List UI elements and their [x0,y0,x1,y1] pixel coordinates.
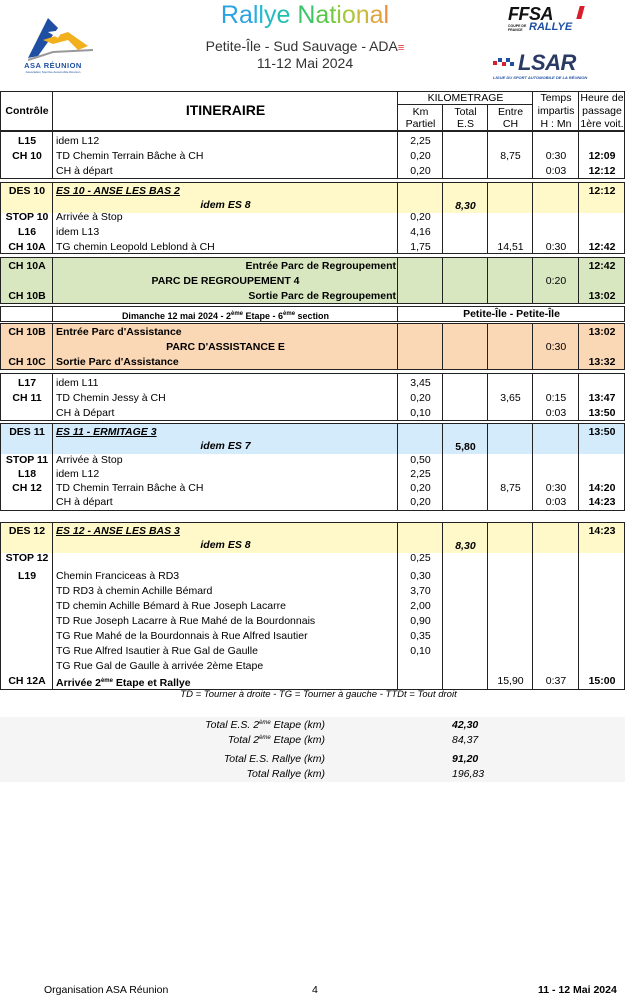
header-total: Total [454,106,477,118]
km-entre-ch: 14,51 [497,241,524,253]
regroup-exit-label: Sortie Parc de Regroupement [248,290,396,302]
km-partiel: 2,25 [410,135,431,147]
itinerary-text: idem L12 [56,135,100,147]
control-code: L19 [17,570,37,582]
section-block-ch10 [0,131,625,179]
header-controle: Contrôle [5,105,49,117]
km-partiel: 0,20 [410,211,431,223]
column-divider [533,523,579,689]
assistance-title: PARC D'ASSISTANCE E [166,341,285,353]
title-letter: e [276,1,291,29]
event-title [160,1,450,30]
total-es: 8,30 [455,200,476,212]
control-code: CH 12A [8,675,46,687]
event-subtitle: Petite-Île - Sud Sauvage - ADA≡ [205,38,405,54]
title-letter: i [336,1,342,29]
header-es: E.S [457,118,474,130]
itinerary-text: Chemin Franciceas à RD3 [56,570,180,582]
heure-passage: 13:02 [588,326,616,338]
temps-imparti: 0:15 [545,392,567,404]
column-divider [488,324,533,369]
control-code: CH 10A [8,241,46,253]
itinerary-text: TG chemin Leopold Leblond à CH [56,241,215,253]
itinerary-text: TD Chemin Terrain Bâche à CH [56,482,204,494]
total-es: 5,80 [455,441,476,453]
page-header [0,0,637,88]
stage-name: ES 12 - ANSE LES BAS 3 [56,525,180,537]
temps-imparti: 0:30 [545,341,567,353]
km-partiel: 0,10 [410,645,431,657]
temps-imparti: 0:30 [545,241,567,253]
footer-page-number: 4 [312,984,318,996]
header-partiel: Partiel [405,118,436,130]
total-value: 42,30 [452,719,479,731]
parc-assistance-block [0,323,625,370]
itinerary-text: TG Rue Mahé de la Bourdonnais à Rue Alfred Isautier [56,630,308,642]
header-entre: Entre [497,106,524,118]
regroup-entry-label: Entrée Parc de Regroupement [245,260,396,272]
heure-passage: 12:12 [588,165,616,177]
column-divider [443,183,488,253]
control-code: DES 11 [9,426,45,438]
header-kilometrage: KILOMETRAGE [427,92,504,104]
stage-name: ES 11 - ERMITAGE 3 [56,426,157,438]
total-label: Total E.S. 2ème Etape (km) [205,719,325,731]
control-code: STOP 11 [5,454,49,466]
itinerary-text: idem L13 [56,226,100,238]
itinerary-text: TD chemin Achille Bémard à Rue Joseph Lacarre [56,600,286,612]
title-letter: a [315,1,330,29]
control-code: L15 [17,135,37,147]
title-letter: l [383,1,390,29]
footer-organisation: Organisation ASA Réunion [44,984,169,996]
control-code: DES 12 [8,525,46,537]
title-letter: n [355,1,370,29]
km-partiel: 0,90 [410,615,431,627]
itinerary-text: CH à départ [56,496,113,508]
stage-reference: idem ES 8 [200,199,251,211]
title-letter: t [329,1,337,29]
ffsa-flag-icon [576,6,584,19]
totals-panel [0,717,625,782]
section-block-ch11 [0,373,625,421]
itinerary-text: TD Chemin Terrain Bâche à CH [56,150,204,162]
header-hmn: H : Mn [540,118,572,130]
parc-regroupement-block [0,257,625,304]
heure-passage: 12:12 [588,185,616,197]
heure-passage: 14:23 [588,525,616,537]
km-partiel: 0,10 [410,407,431,419]
rallye-logo-text: RALLYE [529,21,573,33]
km-partiel: 4,16 [410,226,431,238]
km-partiel: 0,30 [410,570,431,582]
heure-passage: 13:47 [588,392,616,404]
heure-passage: 13:02 [588,290,616,302]
column-divider [443,424,488,510]
title-letter: a [369,1,384,29]
column-divider [398,324,443,369]
itinerary-text: TD Rue Joseph Lacarre à Rue Mahé de la Bourdonnais [56,615,316,627]
itinerary-text: TG Rue Alfred Isautier à Rue Gal de Gaulle [56,645,258,657]
temps-imparti: 0:30 [545,150,567,162]
total-value: 84,37 [452,734,479,746]
km-partiel: 0,20 [410,150,431,162]
lsar-logo-text: LSAR [518,50,576,75]
section-date-label: Dimanche 12 mai 2024 - 2ème Etape - 6ème section [121,311,330,321]
total-label: Total E.S. Rallye (km) [223,753,325,765]
control-code: L16 [17,226,37,238]
lsar-logo-subtext: LIGUE DU SPORT AUTOMOBILE DE LA RÉUNION [493,75,588,80]
title-letter: l [258,1,264,29]
heure-passage: 15:00 [588,675,616,687]
column-divider [1,523,53,689]
itinerary-text: CH à départ [56,165,113,177]
header-impartis: impartis [537,105,575,117]
column-divider [488,258,533,303]
km-partiel: 0,20 [410,392,431,404]
control-code: STOP 12 [5,552,49,564]
column-divider [443,258,488,303]
km-entre-ch: 8,75 [500,482,521,494]
asa-logo-subtext: Association Sportive Automobile Réunion [25,70,81,74]
title-letter: R [220,1,239,29]
ffsa-logo-text: FFSA [508,4,553,24]
total-value: 196,83 [452,768,485,780]
temps-imparti: 0:03 [545,165,567,177]
finish-label: Arrivée 2ème Etape et Rallye [56,677,191,689]
footer-dates: 11 - 12 Mai 2024 [538,984,617,996]
km-entre-ch: 15,90 [497,675,524,687]
temps-imparti: 0:03 [545,496,567,508]
control-code: CH 10 [12,150,42,162]
regroup-title: PARC DE REGROUPEMENT 4 [151,275,300,287]
temps-imparti: 0:20 [545,275,567,287]
control-code: CH 10C [8,356,46,368]
heure-passage: 14:23 [588,496,616,508]
control-code: DES 10 [8,185,46,197]
column-divider [443,324,488,369]
column-divider [488,523,533,689]
section-route: Petite-Île - Petite-Île [463,308,560,320]
assistance-entry-label: Entrée Parc d'Assistance [56,326,182,338]
title-letter: o [341,1,356,29]
km-partiel: 0,20 [410,496,431,508]
itinerary-text: TD Chemin Jessy à CH [56,392,166,404]
column-divider [579,523,625,689]
control-code: CH 10A [8,260,46,272]
heure-passage: 12:42 [588,241,616,253]
total-label: Total 2ème Etape (km) [227,734,325,746]
control-code: L18 [17,468,37,480]
km-partiel: 0,20 [410,482,431,494]
asa-logo-text: ASA RÉUNION [24,61,82,70]
control-code: STOP 10 [5,211,49,223]
km-partiel: 2,25 [410,468,431,480]
temps-imparti: 0:37 [545,675,567,687]
temps-imparti: 0:30 [545,482,567,494]
km-partiel: 0,35 [410,630,431,642]
header-itineraire: ITINERAIRE [185,102,266,118]
km-partiel: 0,25 [410,552,431,564]
itinerary-text: Arrivée à Stop [56,454,123,466]
temps-imparti: 0:03 [545,407,567,419]
heure-passage: 14:20 [588,482,616,494]
assistance-exit-label: Sortie Parc d'Assistance [56,356,179,368]
km-partiel: 1,75 [410,241,431,253]
heure-passage: 12:09 [588,150,616,162]
legend-note: TD = Tourner à droite - TG = Tourner à gauche - TTDt = Tout droit [180,689,457,700]
heure-passage: 12:42 [588,260,616,272]
table-header [0,91,625,131]
title-letter: N [297,1,316,29]
km-partiel: 3,45 [410,377,431,389]
control-code: CH 10B [8,326,46,338]
itinerary-text: TG Rue Gal de Gaulle à arrivée 2ème Etape [56,660,264,672]
itinerary-text: idem L11 [56,377,99,389]
heure-passage: 13:32 [588,356,616,368]
control-code: CH 11 [12,392,42,404]
control-code: CH 10B [8,290,46,302]
title-letter: l [252,1,259,29]
itinerary-text: idem L12 [56,468,100,480]
header-ch: CH [502,118,519,130]
column-divider [398,258,443,303]
km-partiel: 0,20 [410,165,431,177]
heure-passage: 13:50 [588,426,616,438]
checkered-flag-icon [493,58,515,68]
total-value: 91,20 [452,753,479,765]
total-es: 8,30 [455,540,476,552]
column-divider [488,424,533,510]
title-letter: y [263,1,277,29]
wifi-logo-icon: ≡ [397,42,405,54]
section-title-row [0,306,625,322]
heure-passage: 13:50 [588,407,616,419]
header-passage: passage [582,105,622,117]
control-code: L17 [17,377,37,389]
stage-reference: idem ES 7 [200,440,251,452]
itinerary-text: CH à Départ [56,407,115,419]
km-entre-ch: 3,65 [500,392,521,404]
itinerary-text: TD RD3 à chemin Achille Bémard [56,585,213,597]
km-partiel: 3,70 [410,585,431,597]
stage-block-es12 [0,522,625,690]
event-dates: 11-12 Mai 2024 [256,55,354,71]
header-temps: Temps [540,92,572,104]
stage-block-es10 [0,182,625,254]
stage-reference: idem ES 8 [200,539,251,551]
column-divider [443,374,488,420]
km-partiel: 2,00 [410,600,431,612]
total-label: Total Rallye (km) [246,768,325,780]
stage-block-es11 [0,423,625,511]
stage-name: ES 10 - ANSE LES BAS 2 [56,185,180,197]
header-km: Km [412,106,429,118]
title-letter: a [238,1,253,29]
control-code: CH 12 [12,482,42,494]
column-divider [443,132,488,178]
header-1ere-voit: 1ère voit. [580,118,624,130]
km-partiel: 0,50 [410,454,431,466]
km-entre-ch: 8,75 [500,150,521,162]
itinerary-text: Arrivée à Stop [56,211,123,223]
header-heure: Heure de [580,92,624,104]
coupe-de-france-text: COUPE DE FRANCE [508,24,527,32]
